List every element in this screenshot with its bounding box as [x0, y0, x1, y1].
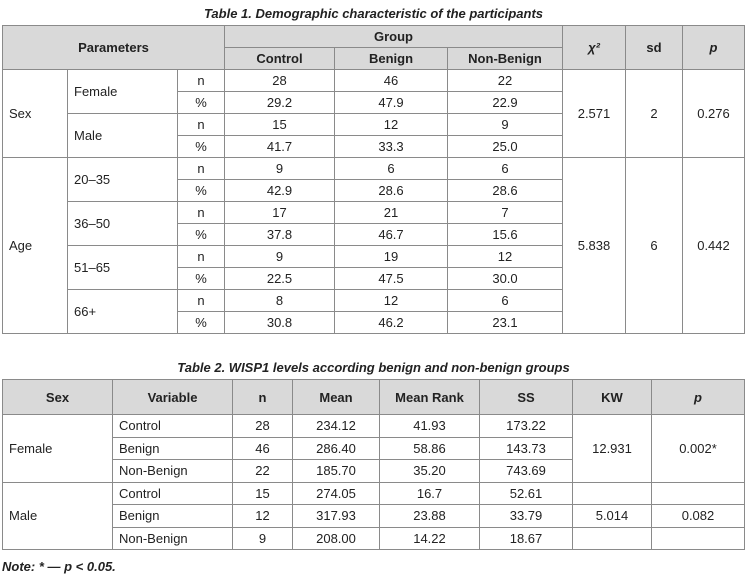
table-row	[3, 505, 745, 528]
cell-benign: 46	[335, 70, 448, 92]
table-row	[3, 415, 745, 438]
cell-variable: Control	[113, 415, 233, 438]
cell-control: 9	[225, 246, 335, 268]
cell-ss: 18.67	[480, 527, 573, 550]
header-benign: Benign	[335, 48, 448, 70]
cell-variable: Non-Benign	[113, 527, 233, 550]
header-mean: Mean	[293, 380, 380, 415]
cell-n: 9	[233, 527, 293, 550]
cell-ss: 173.22	[480, 415, 573, 438]
cell-mean-rank: 16.7	[380, 482, 480, 505]
cell-benign: 47.5	[335, 268, 448, 290]
cell-chi2: 5.838	[563, 158, 626, 334]
demographics-table	[2, 25, 745, 334]
cell-non-benign: 30.0	[448, 268, 563, 290]
cell-p: 0.276	[683, 70, 745, 158]
cell-benign: 28.6	[335, 180, 448, 202]
cell-benign: 46.2	[335, 312, 448, 334]
stat-label: n	[178, 246, 225, 268]
cell-kw-empty	[573, 482, 652, 505]
cell-non-benign: 25.0	[448, 136, 563, 158]
table-row	[3, 527, 745, 550]
stat-label: n	[178, 202, 225, 224]
cell-control: 22.5	[225, 268, 335, 290]
header-p: p	[683, 26, 745, 70]
footnote: Note: * — p < 0.05.	[2, 559, 116, 574]
cell-control: 29.2	[225, 92, 335, 114]
cell-non-benign: 28.6	[448, 180, 563, 202]
header-sd: sd	[626, 26, 683, 70]
wisp1-levels-table	[2, 379, 745, 550]
header-parameters: Parameters	[3, 26, 225, 70]
cell-variable: Control	[113, 482, 233, 505]
table-row	[3, 70, 745, 92]
header-group: Group	[225, 26, 563, 48]
cell-benign: 12	[335, 114, 448, 136]
cell-mean-rank: 35.20	[380, 460, 480, 483]
cell-benign: 33.3	[335, 136, 448, 158]
cell-non-benign: 7	[448, 202, 563, 224]
cell-variable: Benign	[113, 505, 233, 528]
cell-kw: 12.931	[573, 415, 652, 483]
cell-mean-rank: 58.86	[380, 437, 480, 460]
cell-non-benign: 22	[448, 70, 563, 92]
cell-mean-rank: 14.22	[380, 527, 480, 550]
cell-control: 9	[225, 158, 335, 180]
header-control: Control	[225, 48, 335, 70]
cell-variable: Benign	[113, 437, 233, 460]
cell-p: 0.002*	[652, 415, 745, 483]
header-sex: Sex	[3, 380, 113, 415]
header-variable: Variable	[113, 380, 233, 415]
cell-mean: 274.05	[293, 482, 380, 505]
cell-kw: 5.014	[573, 505, 652, 528]
cell-mean-rank: 23.88	[380, 505, 480, 528]
cell-p: 0.442	[683, 158, 745, 334]
cell-variable: Non-Benign	[113, 460, 233, 483]
cell-non-benign: 23.1	[448, 312, 563, 334]
stat-label: %	[178, 180, 225, 202]
cell-benign: 47.9	[335, 92, 448, 114]
subgroup-label: 36–50	[68, 202, 178, 246]
stat-label: n	[178, 114, 225, 136]
stat-label: n	[178, 158, 225, 180]
cell-non-benign: 6	[448, 290, 563, 312]
cell-n: 22	[233, 460, 293, 483]
sex-label: Male	[3, 482, 113, 550]
subgroup-label: 51–65	[68, 246, 178, 290]
cell-control: 17	[225, 202, 335, 224]
stat-label: %	[178, 312, 225, 334]
cell-ss: 743.69	[480, 460, 573, 483]
table2-caption: Table 2. WISP1 levels according benign and non-benign groups	[177, 360, 570, 375]
cell-ss: 33.79	[480, 505, 573, 528]
cell-mean: 208.00	[293, 527, 380, 550]
cell-control: 42.9	[225, 180, 335, 202]
header-chi2: χ²	[563, 26, 626, 70]
cell-ss: 143.73	[480, 437, 573, 460]
cell-n: 28	[233, 415, 293, 438]
stat-label: %	[178, 136, 225, 158]
cell-ss: 52.61	[480, 482, 573, 505]
cell-p-empty	[652, 482, 745, 505]
subgroup-label: 20–35	[68, 158, 178, 202]
cell-n: 15	[233, 482, 293, 505]
cell-n: 12	[233, 505, 293, 528]
stat-label: %	[178, 92, 225, 114]
cell-benign: 6	[335, 158, 448, 180]
cell-non-benign: 12	[448, 246, 563, 268]
cell-control: 28	[225, 70, 335, 92]
cell-mean-rank: 41.93	[380, 415, 480, 438]
cell-control: 15	[225, 114, 335, 136]
cell-control: 8	[225, 290, 335, 312]
cell-mean: 317.93	[293, 505, 380, 528]
cell-control: 37.8	[225, 224, 335, 246]
subgroup-label: Male	[68, 114, 178, 158]
cell-non-benign: 9	[448, 114, 563, 136]
header-mean-rank: Mean Rank	[380, 380, 480, 415]
cell-non-benign: 22.9	[448, 92, 563, 114]
sex-label: Female	[3, 415, 113, 483]
cell-mean: 286.40	[293, 437, 380, 460]
stat-label: %	[178, 224, 225, 246]
header-ss: SS	[480, 380, 573, 415]
cell-sd: 2	[626, 70, 683, 158]
cell-mean: 234.12	[293, 415, 380, 438]
stat-label: n	[178, 290, 225, 312]
cell-sd: 6	[626, 158, 683, 334]
table1-caption: Table 1. Demographic characteristic of the participants	[203, 6, 544, 21]
cell-benign: 21	[335, 202, 448, 224]
table-row	[3, 158, 745, 180]
table-row	[3, 482, 745, 505]
header-p: p	[652, 380, 745, 415]
cell-benign: 46.7	[335, 224, 448, 246]
subgroup-label: 66+	[68, 290, 178, 334]
group-label-sex: Sex	[3, 70, 68, 158]
cell-control: 30.8	[225, 312, 335, 334]
stat-label: n	[178, 70, 225, 92]
cell-p: 0.082	[652, 505, 745, 528]
cell-n: 46	[233, 437, 293, 460]
cell-chi2: 2.571	[563, 70, 626, 158]
cell-p-empty	[652, 527, 745, 550]
header-n: n	[233, 380, 293, 415]
group-label-age: Age	[3, 158, 68, 334]
cell-non-benign: 15.6	[448, 224, 563, 246]
header-non-benign: Non-Benign	[448, 48, 563, 70]
cell-mean: 185.70	[293, 460, 380, 483]
cell-benign: 19	[335, 246, 448, 268]
cell-non-benign: 6	[448, 158, 563, 180]
cell-kw-empty	[573, 527, 652, 550]
cell-benign: 12	[335, 290, 448, 312]
subgroup-label: Female	[68, 70, 178, 114]
cell-control: 41.7	[225, 136, 335, 158]
header-kw: KW	[573, 380, 652, 415]
stat-label: %	[178, 268, 225, 290]
